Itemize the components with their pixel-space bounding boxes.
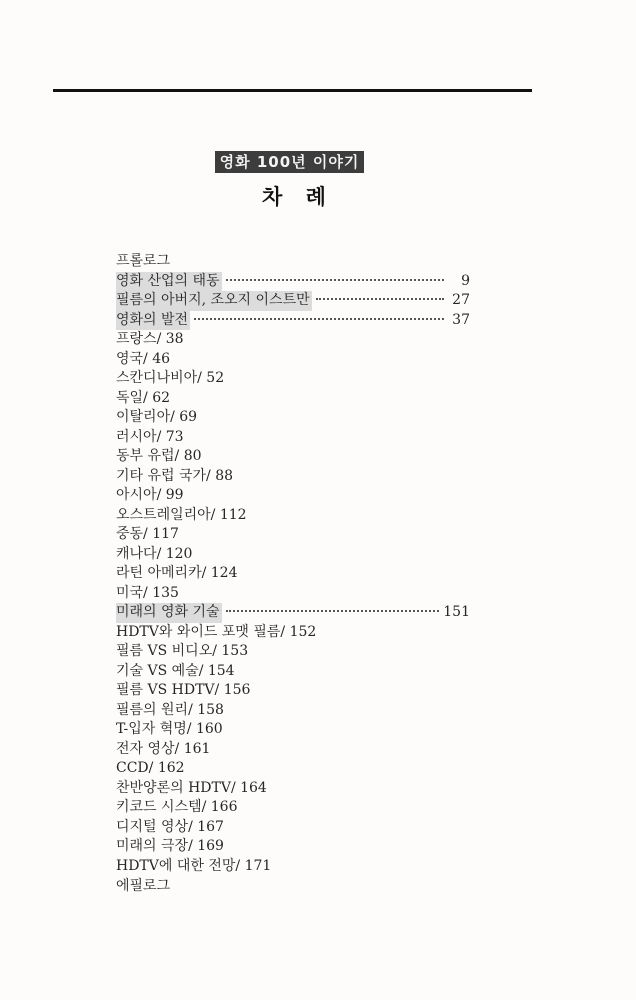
toc-entry: HDTV와 와이드 포맷 필름/ 152: [116, 623, 317, 640]
table-of-contents: [116, 252, 476, 896]
toc-entry: 프랑스/ 38: [116, 331, 184, 348]
toc-section-label: 영화의 발전: [116, 311, 190, 331]
toc-entry: 미래의 극장/ 169: [116, 838, 224, 855]
toc-entry: 스칸디나비아/ 52: [116, 370, 225, 387]
toc-page-number: 37: [452, 311, 470, 328]
toc-title: 차 례: [262, 185, 328, 209]
dot-leader: [316, 298, 444, 300]
toc-entry: HDTV에 대한 전망/ 171: [116, 857, 272, 874]
toc-section-label: 영화 산업의 태동: [116, 272, 222, 292]
top-rule: [53, 89, 532, 92]
dot-leader: [226, 279, 444, 281]
toc-entry: 중동/ 117: [116, 526, 179, 543]
toc-entry: 캐나다/ 120: [116, 545, 193, 562]
toc-entry: 기술 VS 예술/ 154: [116, 662, 235, 679]
toc-entry: 동부 유럽/ 80: [116, 448, 202, 465]
toc-entry: 아시아/ 99: [116, 487, 184, 504]
toc-entry: 기타 유럽 국가/ 88: [116, 467, 234, 484]
toc-section-entry: [116, 311, 470, 331]
toc-entry: 키코드 시스템/ 166: [116, 799, 238, 816]
toc-entry: 미국/ 135: [116, 584, 179, 601]
toc-entry: 프롤로그: [116, 253, 171, 269]
toc-entry: 러시아/ 73: [116, 428, 184, 445]
toc-entry: 이탈리아/ 69: [116, 409, 198, 426]
toc-entry: 영국/ 46: [116, 350, 171, 367]
toc-entry: 독일/ 62: [116, 389, 171, 406]
dot-leader: [226, 610, 440, 612]
toc-page-number: 27: [452, 292, 470, 309]
toc-page-number: 9: [461, 272, 470, 289]
toc-entry: 디지털 영상/ 167: [116, 818, 224, 835]
toc-section-entry: [116, 291, 470, 311]
toc-entry: 필름 VS HDTV/ 156: [116, 682, 251, 699]
toc-entry: 라틴 아메리카/ 124: [116, 565, 238, 582]
toc-entry: 찬반양론의 HDTV/ 164: [116, 779, 267, 796]
toc-section-entry: [116, 603, 470, 623]
toc-entry: 전자 영상/ 161: [116, 740, 211, 757]
toc-entry: 에필로그: [116, 877, 171, 894]
toc-section-entry: [116, 272, 470, 292]
toc-entry: T-입자 혁명/ 160: [116, 721, 223, 738]
series-title: 영화 100년 이야기: [215, 151, 364, 173]
toc-entry: 오스트레일리아/ 112: [116, 506, 247, 523]
toc-page-number: 151: [443, 604, 470, 621]
toc-entry: 필름의 원리/ 158: [116, 701, 224, 718]
toc-section-label: 필름의 아버지, 조오지 이스트만: [116, 291, 312, 311]
toc-entry: CCD/ 162: [116, 760, 185, 777]
toc-entry: 필름 VS 비디오/ 153: [116, 643, 249, 660]
toc-section-label: 미래의 영화 기술: [116, 603, 222, 623]
dot-leader: [194, 318, 444, 320]
